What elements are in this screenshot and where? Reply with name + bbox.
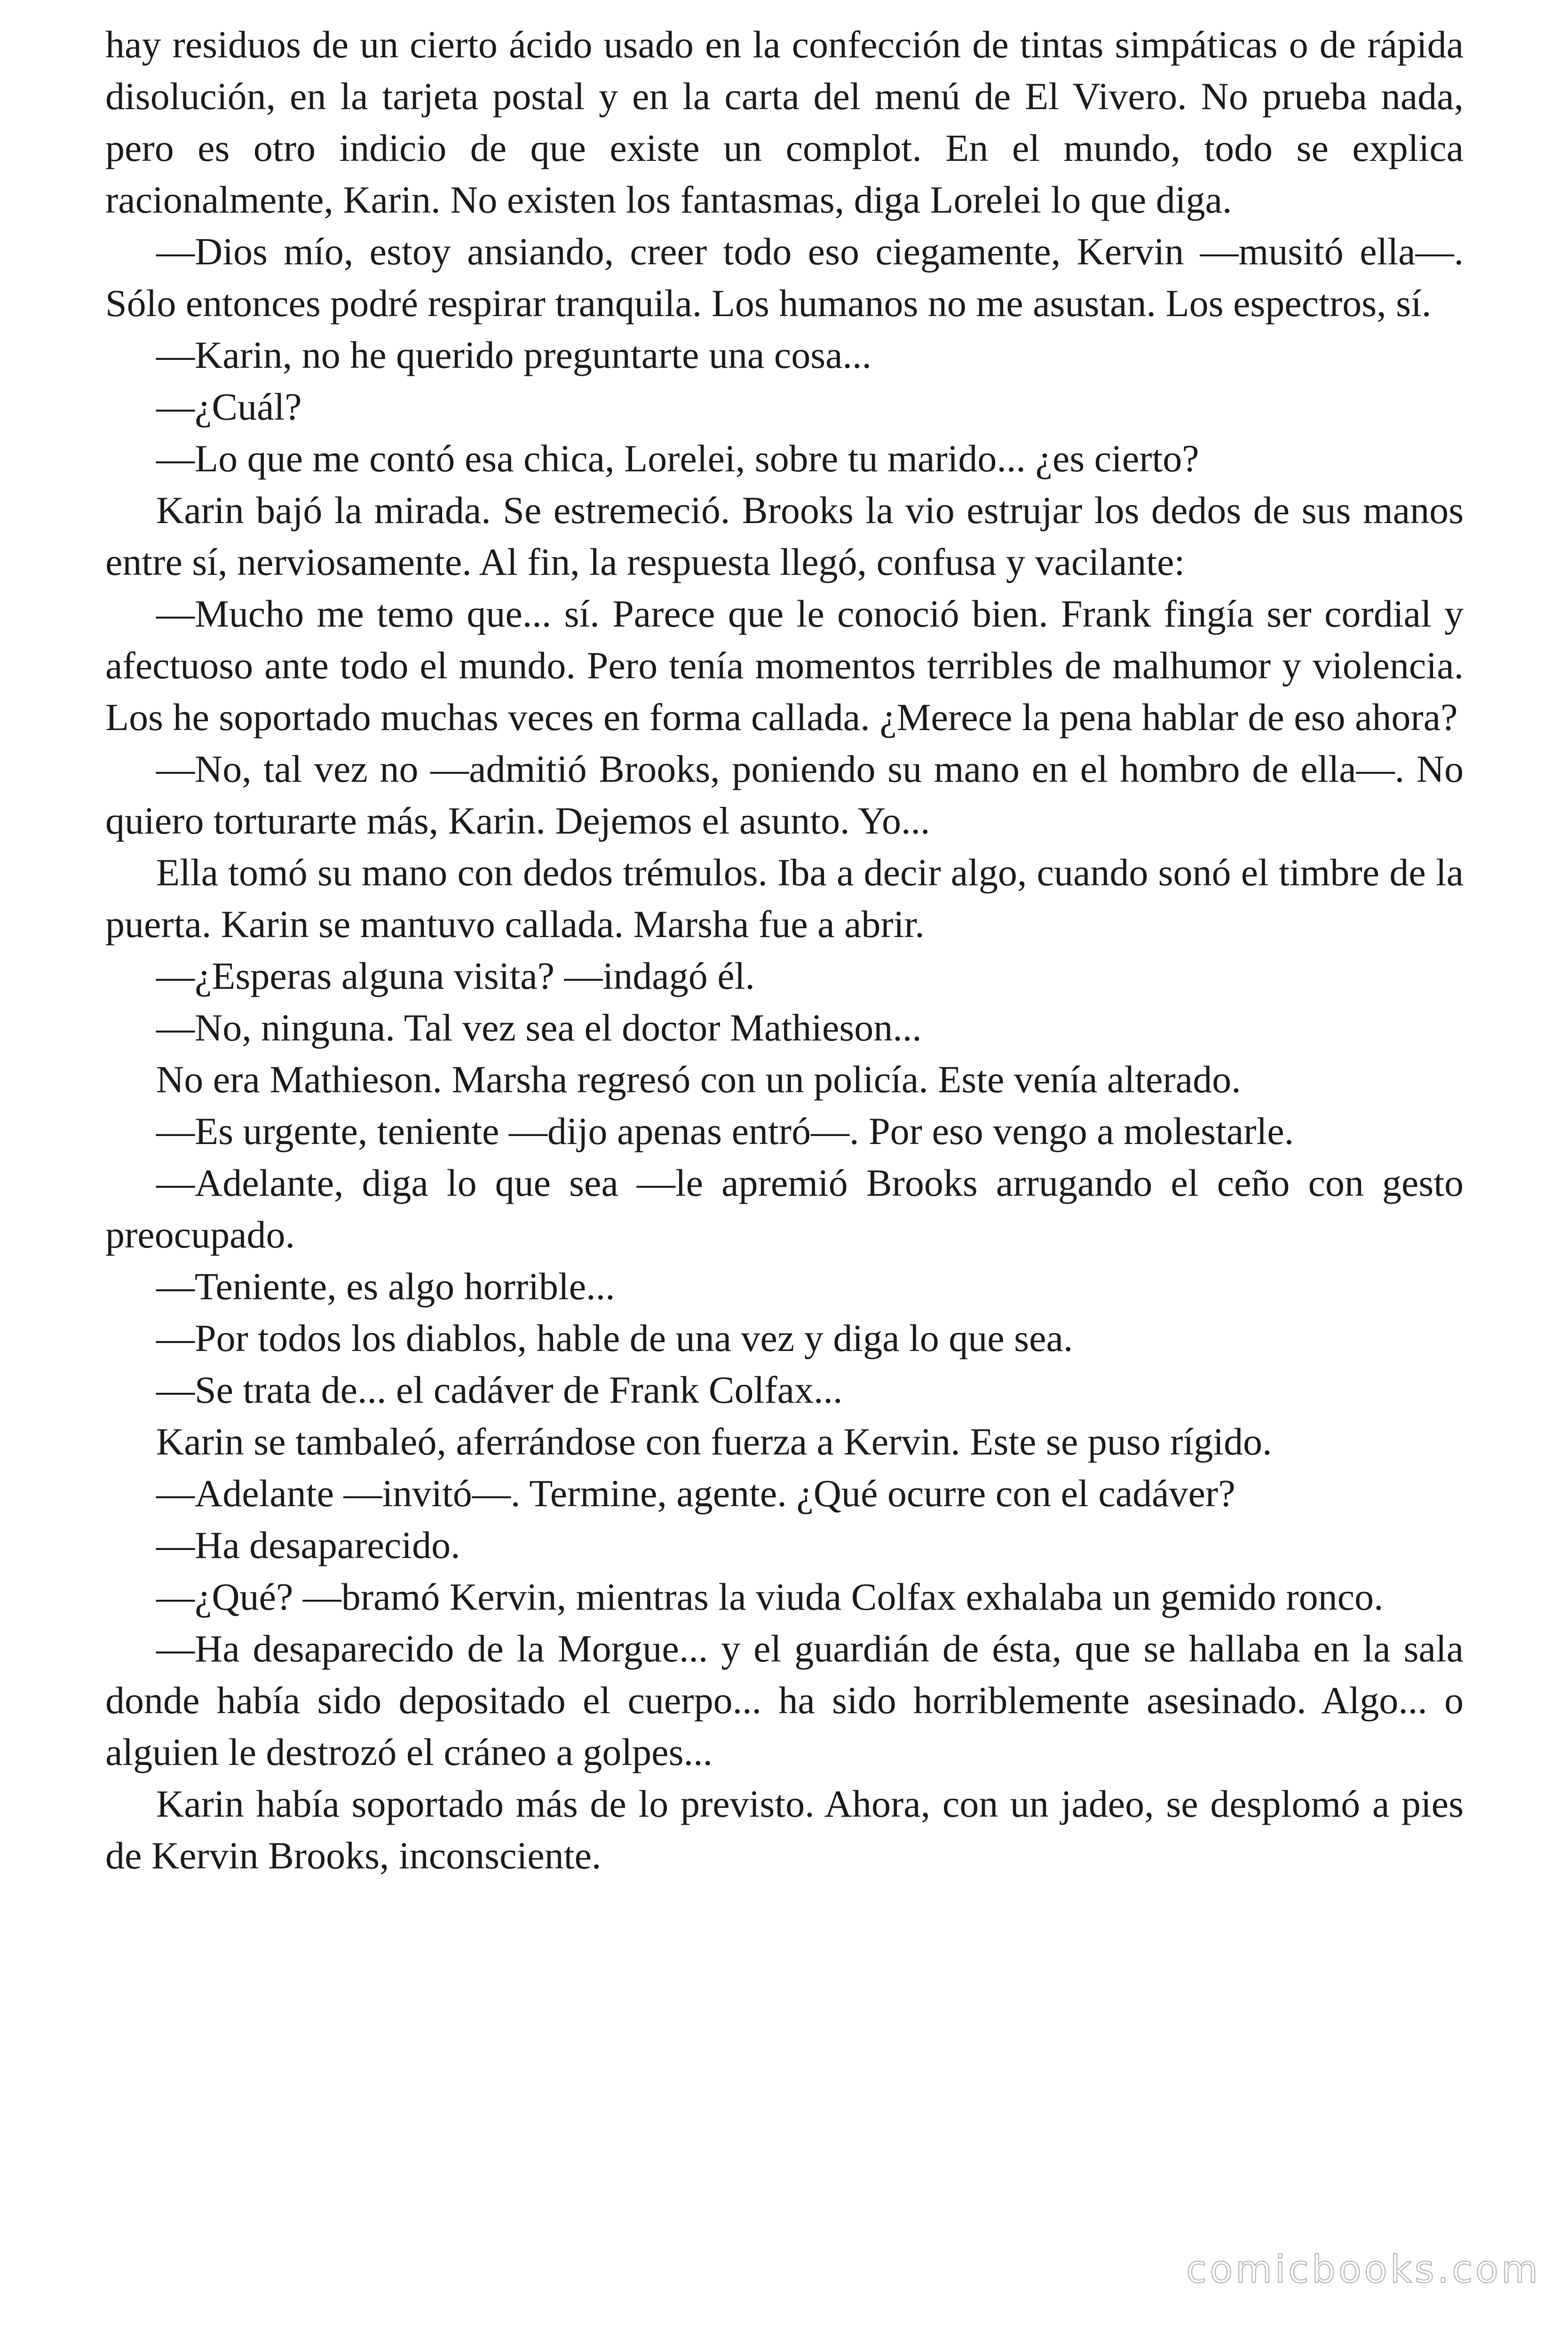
paragraph: Karin bajó la mirada. Se estremeció. Brooks la vio estrujar los dedos de sus manos entre sí, nerviosamente. Al fin, la respuesta llegó, confusa y vacilante: [105,489,1464,583]
paragraph: —Dios mío, estoy ansiando, creer todo eso ciegamente, Kervin —musitó ella—. Sólo entonces podré respirar tranquila. Los humanos no me asustan. Los espectros, sí. [105,230,1464,325]
paragraph: Ella tomó su mano con dedos trémulos. Iba a decir algo, cuando sonó el timbre de la puerta. Karin se mantuvo callada. Marsha fue a abrir. [105,851,1464,946]
paragraph: No era Mathieson. Marsha regresó con un policía. Este venía alterado. [156,1058,1241,1101]
watermark: comicbooks.com [1186,2248,1541,2291]
paragraph: —¿Qué? —bramó Kervin, mientras la viuda Colfax exhalaba un gemido ronco. [156,1575,1384,1618]
paragraph: —Adelante, diga lo que sea —le apremió Brooks arrugando el ceño con gesto preocupado. [105,1161,1464,1256]
paragraph: —Por todos los diablos, hable de una vez y diga lo que sea. [156,1317,1073,1359]
paragraph: —Ha desaparecido de la Morgue... y el guardián de ésta, que se hallaba en la sala donde había sido depositado el cuerpo... ha sido horriblemente asesinado. Algo... o alguien le destrozó el cráneo a golpes... [105,1627,1464,1773]
paragraph: —¿Esperas alguna visita? —indagó él. [156,954,755,997]
paragraph: —Lo que me contó esa chica, Lorelei, sobre tu marido... ¿es cierto? [156,437,1199,480]
paragraph: —¿Cuál? [156,385,302,428]
paragraph: —Ha desaparecido. [156,1524,460,1566]
paragraph: Karin había soportado más de lo previsto. Ahora, con un jadeo, se desplomó a pies de Kervin Brooks, inconsciente. [105,1782,1464,1877]
paragraph: —Se trata de... el cadáver de Frank Colfax... [156,1368,843,1411]
paragraph: —Mucho me temo que... sí. Parece que le conoció bien. Frank fingía ser cordial y afectuoso ante todo el mundo. Pero tenía momentos terribles de malhumor y violencia. Los he soportado muchas veces en forma callada. ¿Merece la pena hablar de eso ahora? [105,592,1464,739]
paragraph: hay residuos de un cierto ácido usado en la confección de tintas simpáticas o de rápida disolución, en la tarjeta postal y en la carta del menú de El Vivero. No prueba nada, pero es otro indicio de que existe un complot. En el mundo, todo se explica racionalmente, Karin. No existen los fantasmas, diga Lorelei lo que diga. [105,23,1464,221]
body-text [105,19,1464,1882]
paragraph: —Teniente, es algo horrible... [156,1265,615,1308]
paragraph: —No, tal vez no —admitió Brooks, poniendo su mano en el hombro de ella—. No quiero torturarte más, Karin. Dejemos el asunto. Yo... [105,747,1464,842]
paragraph: —Adelante —invitó—. Termine, agente. ¿Qué ocurre con el cadáver? [156,1472,1235,1515]
paragraph: —No, ninguna. Tal vez sea el doctor Mathieson... [156,1006,922,1049]
paragraph: Karin se tambaleó, aferrándose con fuerza a Kervin. Este se puso rígido. [156,1420,1272,1463]
paragraph: —Karin, no he querido preguntarte una cosa... [156,334,872,376]
paragraph: —Es urgente, teniente —dijo apenas entró—. Por eso vengo a molestarle. [156,1110,1294,1152]
